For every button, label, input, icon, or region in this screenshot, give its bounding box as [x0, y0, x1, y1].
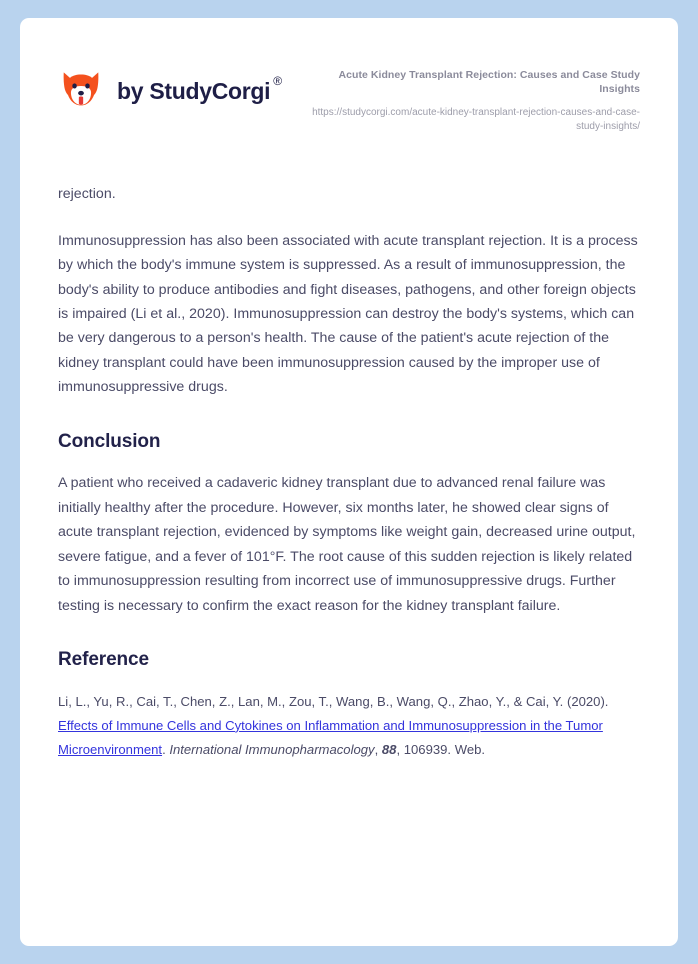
heading-conclusion: Conclusion	[58, 430, 161, 452]
reference-authors: Li, L., Yu, R., Cai, T., Chen, Z., Lan, M., Zou, T., Wang, B., Wang, Q., Zhao, Y., & Cai, Y. (2020).	[58, 693, 609, 709]
heading-reference: Reference	[58, 648, 149, 670]
brand-wordmark	[117, 73, 282, 104]
document-body	[58, 134, 640, 762]
paragraph-conclusion: A patient who received a cadaveric kidney transplant due to advanced renal failure was initially healthy after the procedure. However, six months later, he showed clear signs of acute transplant rejection, evidenced by symptoms like weight gain, decreased urine output, severe fatigue, and a fever of 101°F. The root cause of this sudden rejection is likely related to immunosuppression resulting from incorrect use of immunosuppressive drugs. Further testing is necessary to confirm the exact reason for the kidney transplant failure.	[58, 475, 636, 614]
reference-pages: , 106939. Web.	[396, 742, 486, 758]
document-header	[58, 56, 640, 134]
registered-trademark-icon: ®	[273, 73, 282, 88]
page-title: Acute Kidney Transplant Rejection: Causes and Case Study Insights	[338, 69, 640, 96]
reference-separator: .	[162, 742, 170, 758]
brand-lockup	[58, 64, 282, 114]
reference-article-link[interactable]: Effects of Immune Cells and Cytokines on Inflammation and Immunosuppression in the Tumor Microenvironment	[58, 717, 603, 758]
reference-entry	[58, 690, 640, 763]
brand-name-text: by StudyCorgi	[117, 77, 271, 104]
paragraph-immunosuppression: Immunosuppression has also been associated with acute transplant rejection. It is a process by which the body's immune system is suppressed. As a result of immunosuppression, the body's ability to produce antibodies and fight diseases, pathogens, and other foreign objects is impaired (Li et al., 2020). Immunosuppression can destroy the body's systems, which can be very dangerous to a person's health. The cause of the patient's acute rejection of the kidney transplant could have been immunosuppression caused by the improper use of immunosuppressive drugs.	[58, 232, 638, 396]
header-meta	[310, 64, 640, 134]
paragraph-continuation: rejection.	[58, 186, 116, 203]
corgi-face-icon	[58, 68, 104, 114]
reference-journal: International Immunopharmacology	[169, 742, 375, 758]
reference-volume: 88	[381, 742, 397, 758]
source-url: https://studycorgi.com/acute-kidney-transplant-rejection-causes-and-case-study-insights/	[312, 106, 640, 133]
document-page	[20, 18, 678, 946]
reference-comma: ,	[374, 742, 382, 758]
